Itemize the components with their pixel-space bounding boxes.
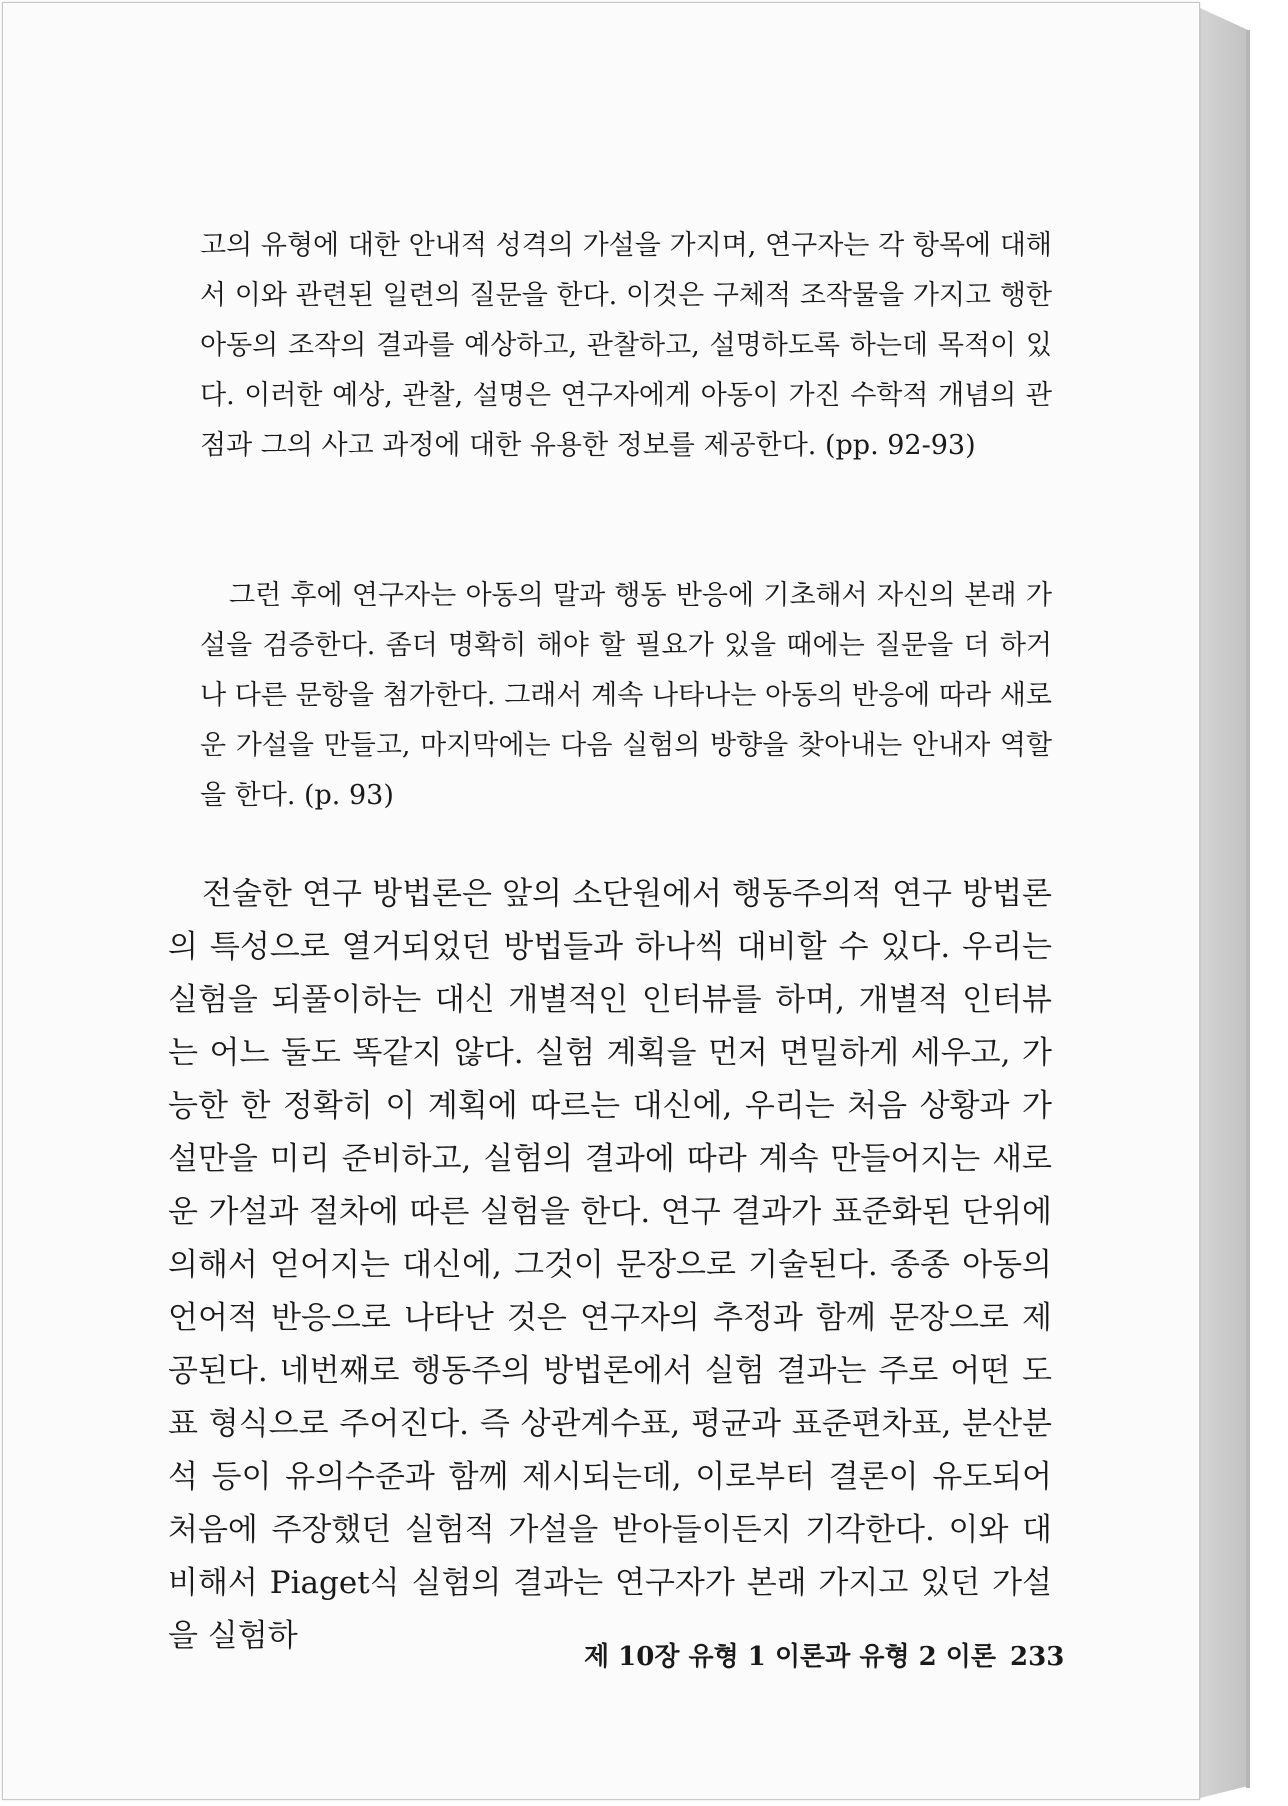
block-quote-2: 그런 후에 연구자는 아동의 말과 행동 반응에 기초해서 자신의 본래 가설을 검증한다. 좀더 명확히 해야 할 필요가 있을 때에는 질문을 더 하거나 다른 문항을 첨가한다. 그래서 계속 나타나는 아동의 반응에 따라 새로운 가설을 만들고, 마지막에는 다음 실험의 방향을 찾아내는 안내자 역할을 한다. (p. 93) bbox=[200, 580, 1052, 811]
block-quote-1: 고의 유형에 대한 안내적 성격의 가설을 가지며, 연구자는 각 항목에 대해서 이와 관련된 일련의 질문을 한다. 이것은 구체적 조작물을 가지고 행한 아동의 조작의 결과를 예상하고, 관찰하고, 설명하도록 하는데 목적이 있다. 이러한 예상, 관찰, 설명은 연구자에게 아동이 가진 수학적 개념의 관점과 그의 사고 과정에 대한 유용한 정보를 제공한다. (pp. 92-93) bbox=[200, 230, 1052, 461]
page-stack-edge bbox=[1200, 8, 1248, 1798]
page-number: 233 bbox=[1010, 1642, 1065, 1672]
running-head: 제 10장 유형 1 이론과 유형 2 이론 bbox=[584, 1642, 997, 1672]
page-stack-shadow bbox=[1246, 30, 1250, 1788]
body-paragraph: 전술한 연구 방법론은 앞의 소단원에서 행동주의적 연구 방법론의 특성으로 열거되었던 방법들과 하나씩 대비할 수 있다. 우리는 실험을 되풀이하는 대신 개별적인 인터뷰를 하며, 개별적 인터뷰는 어느 둘도 똑같지 않다. 실험 계획을 먼저 면밀하게 세우고, 가능한 한 정확히 이 계획에 따르는 대신에, 우리는 처음 상황과 가설만을 미리 준비하고, 실험의 결과에 따라 계속 만들어지는 새로운 가설과 절차에 따른 실험을 한다. 연구 결과가 표준화된 단위에 의해서 얻어지는 대신에, 그것이 문장으로 기술된다. 종종 아동의 언어적 반응으로 나타난 것은 연구자의 추정과 함께 문장으로 제공된다. 네번째로 행동주의 방법론에서 실험 결과는 주로 어떤 도표 형식으로 주어진다. 즉 상관계수표, 평균과 표준편차표, 분산분석 등이 유의수준과 함께 제시되는데, 이로부터 결론이 유도되어 처음에 주장했던 실험적 가설을 받아들이든지 기각한다. 이와 대비해서 Piaget식 실험의 결과는 연구자가 본래 가지고 있던 가설을 실험하 bbox=[168, 876, 1052, 1654]
page-footer bbox=[584, 1636, 1065, 1673]
